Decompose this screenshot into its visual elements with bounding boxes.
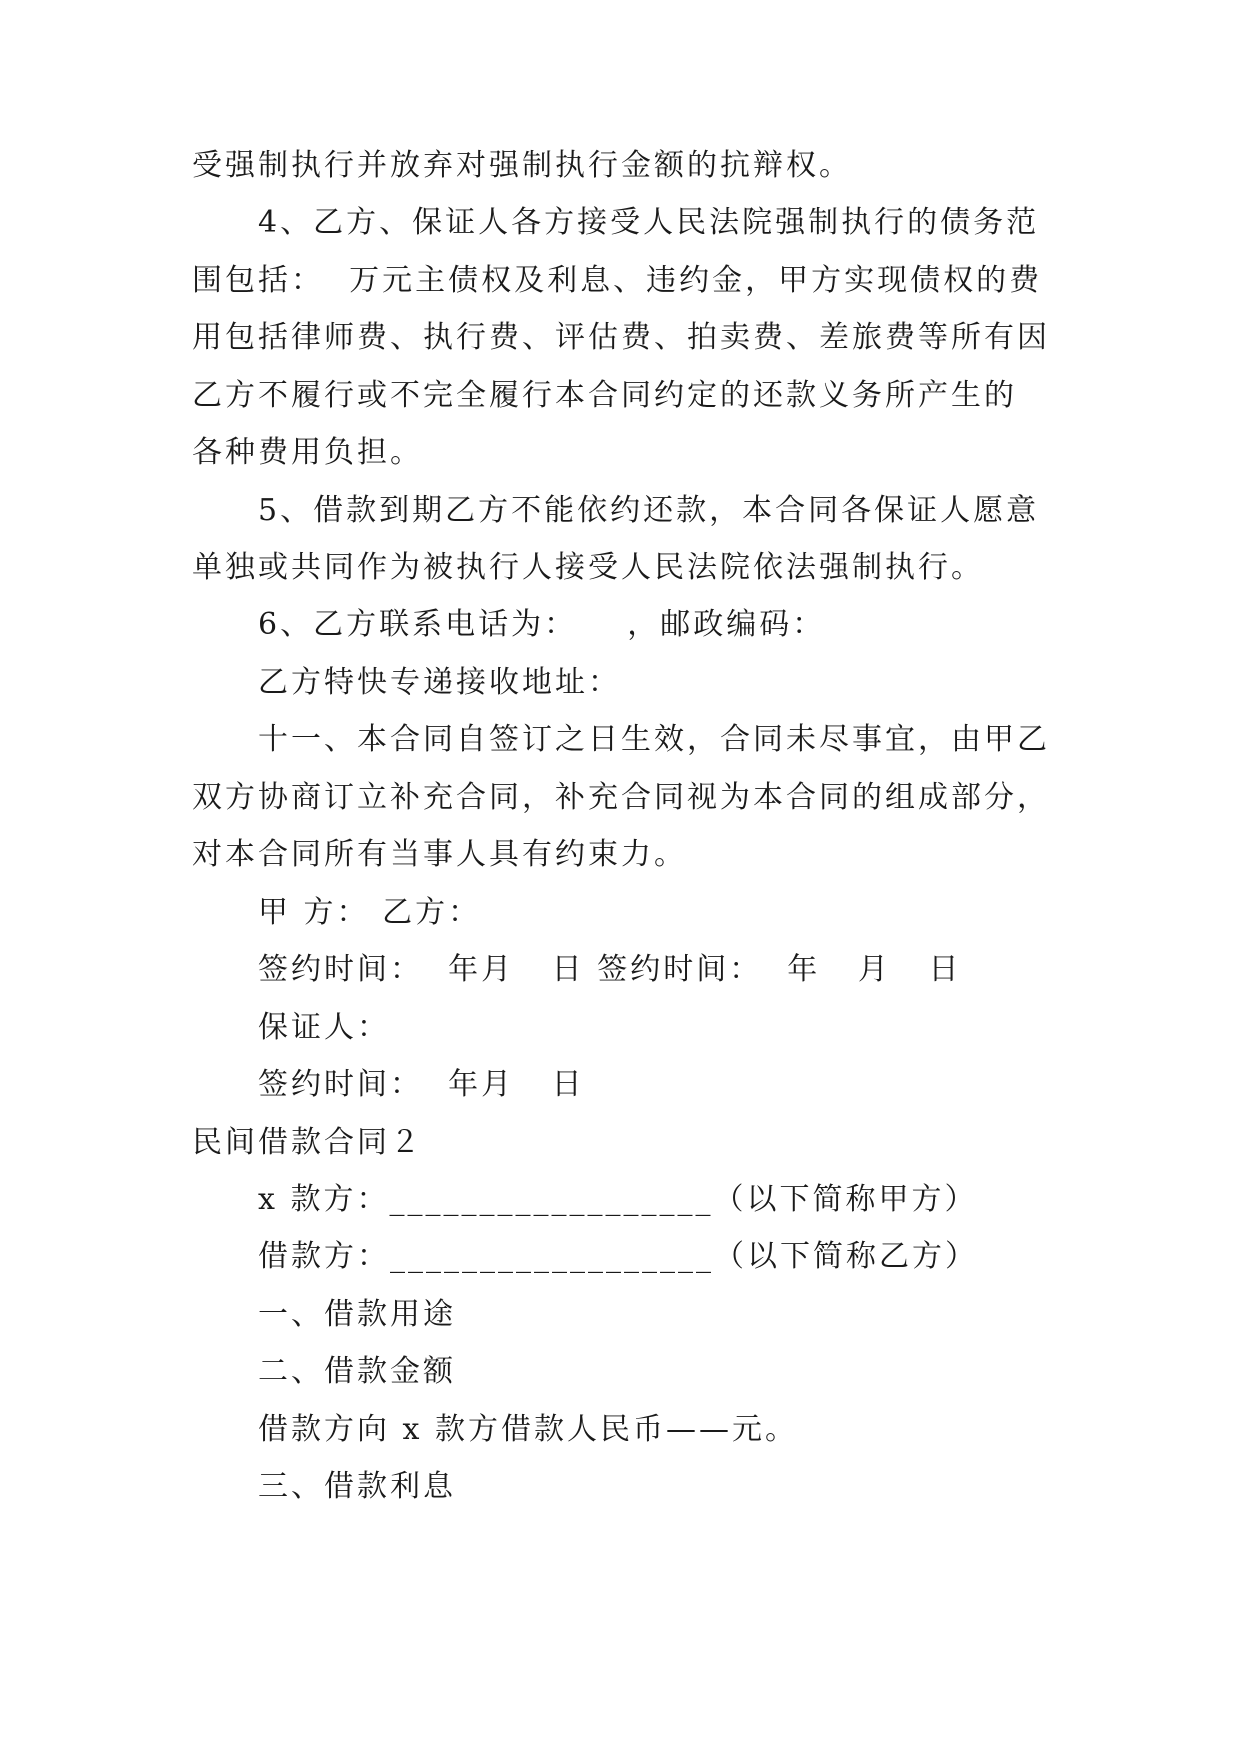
- text-line: 各种费用负担。: [192, 435, 423, 470]
- guarantor-date-line: 签约时间： 年月 日: [258, 1067, 585, 1102]
- guarantor-line: 保证人：: [258, 1010, 390, 1045]
- clause-item-5: 5、借款到期乙方不能依约还款，本合同各保证人愿意: [258, 493, 1040, 528]
- text-line: 受强制执行并放弃对强制执行金额的抗辩权。: [192, 148, 852, 183]
- clause-item-4: 4、乙方、保证人各方接受人民法院强制执行的债务范: [258, 205, 1040, 240]
- section-heading: 三、借款利息: [258, 1469, 456, 1504]
- text-line: 单独或共同作为被执行人接受人民法院依法强制执行。: [192, 550, 984, 585]
- article-eleven: 十一、本合同自签订之日生效，合同未尽事宜，由甲乙: [258, 722, 1050, 757]
- contract-title: 民间借款合同２: [192, 1125, 423, 1160]
- clause-item-6: 6、乙方联系电话为： ，邮政编码：: [258, 607, 826, 642]
- signature-date-line: 签约时间： 年月 日 签约时间： 年 月 日: [258, 952, 962, 987]
- text-line: 对本合同所有当事人具有约束力。: [192, 837, 687, 872]
- text-line: 用包括律师费、执行费、评估费、拍卖费、差旅费等所有因: [192, 320, 1050, 355]
- section-heading: 一、借款用途: [258, 1297, 456, 1332]
- section-heading: 二、借款金额: [258, 1354, 456, 1389]
- text-line: 双方协商订立补充合同，补充合同视为本合同的组成部分，: [192, 780, 1050, 815]
- text-line: 乙方不履行或不完全履行本合同约定的还款义务所产生的: [192, 378, 1017, 413]
- text-line: 围包括： 万元主债权及利息、违约金，甲方实现债权的费: [192, 263, 1043, 298]
- borrower-line: 借款方：__________________（以下简称乙方）: [258, 1239, 978, 1274]
- address-line: 乙方特快专递接收地址：: [258, 665, 621, 700]
- loan-amount-line: 借款方向 x 款方借款人民币——元。: [258, 1412, 798, 1447]
- lender-line: x 款方：__________________（以下简称甲方）: [258, 1182, 978, 1217]
- signature-parties: 甲 方： 乙方：: [258, 895, 482, 930]
